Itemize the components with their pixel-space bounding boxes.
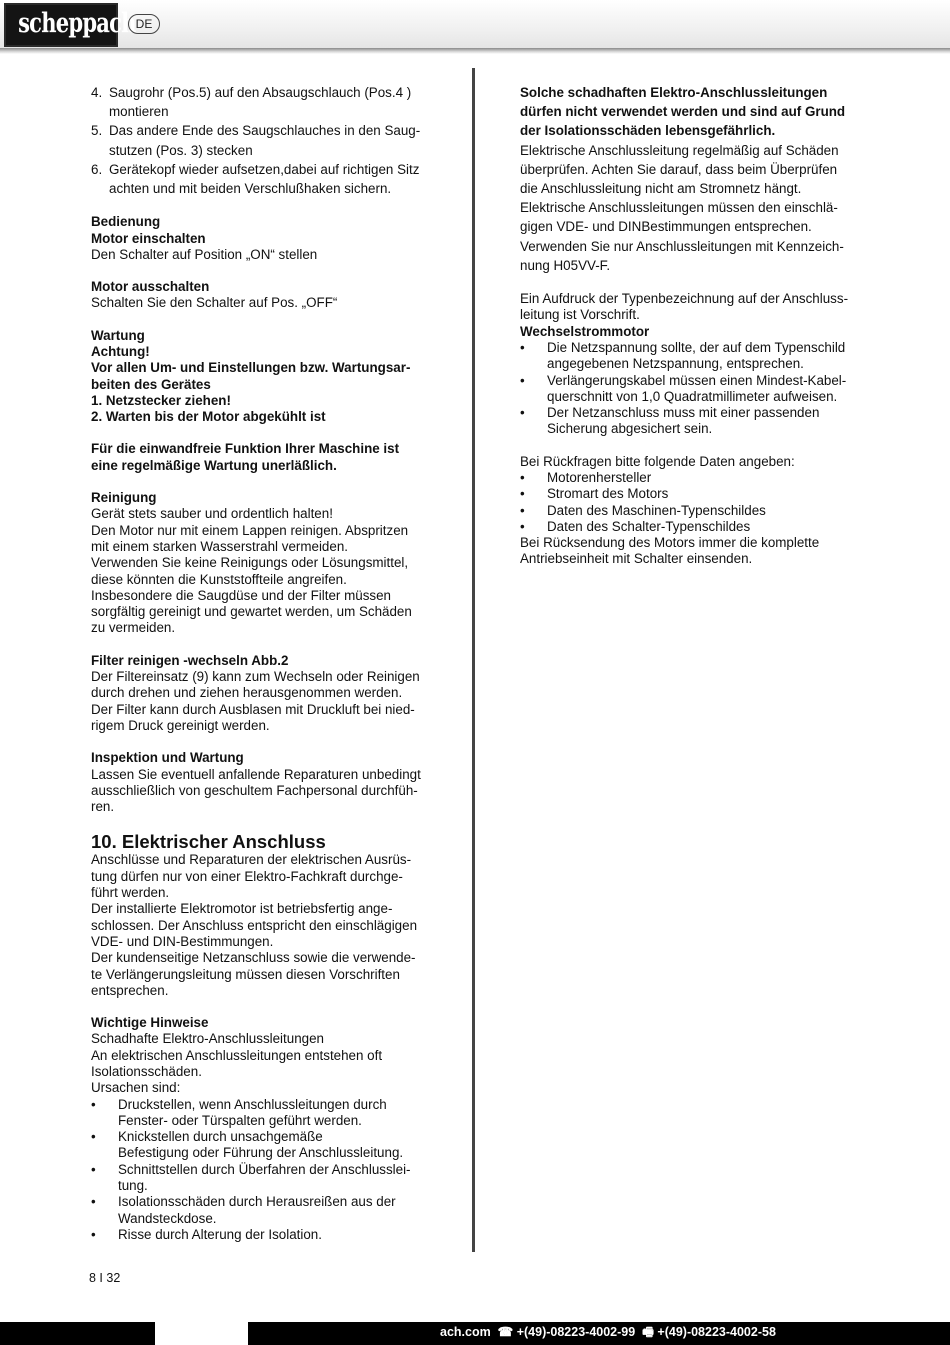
list-item: • Die Netzspannung sollte, der auf dem Typenschild angegebenen Netzspannung, entsprechen. xyxy=(520,339,846,372)
list-item: • Risse durch Alterung der Isolation. xyxy=(91,1226,322,1242)
list-item: • Schnittstellen durch Überfahren der Anschlusslei- tung. xyxy=(91,1161,411,1194)
list-item: • Verlängerungskabel müssen einen Mindest-Kabel- querschnitt von 1,0 Quadratmillimeter aufweisen. xyxy=(520,372,847,404)
danger-line: dürfen nicht verwendet werden und sind auf Grund xyxy=(520,104,846,120)
text-line: schlossen. Der Anschluss entspricht den einschlägigen xyxy=(91,917,418,933)
text-line: Gerät stets sauber und ordentlich halten! xyxy=(91,506,333,522)
text-line: Den Motor nur mit einem Lappen reinigen. Abspritzen xyxy=(91,522,409,538)
footer-white-block xyxy=(155,1322,248,1345)
danger-line: Solche schadhaften Elektro-Anschlussleitungen xyxy=(520,85,828,100)
text-line: Ein Aufdruck der Typenbezeichnung auf der Anschluss- xyxy=(520,291,849,307)
text-line: die Anschlussleitung nicht am Stromnetz hängt. xyxy=(520,181,802,197)
warning-line: 1. Netzstecker ziehen! xyxy=(91,392,231,408)
maintenance-note: Für die einwandfreie Funktion Ihrer Maschine ist xyxy=(91,441,400,457)
page-header xyxy=(0,0,950,50)
heading-wechselstrommotor: Wechselstrommotor xyxy=(520,323,650,339)
left-column xyxy=(91,83,441,1243)
text-line: Lassen Sie eventuell anfallende Reparaturen unbedingt xyxy=(91,766,421,782)
text-line: Verwenden Sie keine Reinigungs oder Lösungsmittel, xyxy=(91,555,409,571)
heading-hinweise: Wichtige Hinweise xyxy=(91,1015,209,1031)
section-heading: 10. Elektrischer Anschluss xyxy=(91,831,326,853)
text-line: Elektrische Anschlussleitung regelmäßig auf Schäden xyxy=(520,142,839,158)
heading-bedienung: Bedienung xyxy=(91,214,161,230)
text-line: überprüfen. Achten Sie darauf, dass beim Überprüfen xyxy=(520,161,838,177)
header-shadow xyxy=(0,48,950,54)
warning-line: Vor allen Um- und Einstellungen bzw. Wartungsar- xyxy=(91,360,411,376)
right-column xyxy=(520,83,872,568)
motor-requirements-list xyxy=(520,340,872,438)
heading-wartung: Wartung xyxy=(91,327,145,343)
text-line: ren. xyxy=(91,799,115,815)
text-line: Ursachen sind: xyxy=(91,1080,181,1096)
text-line: Der Filtereinsatz (9) kann zum Wechseln oder Reinigen xyxy=(91,669,420,685)
scheppach-logo xyxy=(4,3,136,47)
text-motor-ein: Den Schalter auf Position „ON“ stellen xyxy=(91,246,318,262)
text-line: Insbesondere die Saugdüse und der Filter müssen xyxy=(91,587,391,603)
text-line: te Verlängerungsleitung müssen diesen Vorschriften xyxy=(91,966,400,982)
text-line: Der Filter kann durch Ausblasen mit Druckluft bei nied- xyxy=(91,701,415,717)
text-motor-aus: Schalten Sie den Schalter auf Pos. „OFF“ xyxy=(91,295,338,311)
text-line: leitung ist Vorschrift. xyxy=(520,307,640,323)
warning-line: 2. Warten bis der Motor abgekühlt ist xyxy=(91,409,326,425)
maintenance-note: eine regelmäßige Wartung unerläßlich. xyxy=(91,457,337,473)
text-line: führt werden. xyxy=(91,885,170,901)
text-line: Schadhafte Elektro-Anschlussleitungen xyxy=(91,1031,324,1047)
heading-inspektion: Inspektion und Wartung xyxy=(91,750,244,766)
causes-list xyxy=(91,1097,441,1244)
list-item: • Druckstellen, wenn Anschlussleitungen durch Fenster- oder Türspalten geführt werden. xyxy=(91,1096,387,1128)
page-number: 8 I 32 xyxy=(89,1271,121,1285)
list-item: • Knickstellen durch unsachgemäße Befestigung oder Führung der Anschlussleitung. xyxy=(91,1129,404,1161)
text-line: Der installierte Elektromotor ist betriebsfertig ange- xyxy=(91,901,393,917)
page-footer xyxy=(0,1322,950,1345)
assembly-steps xyxy=(91,83,441,198)
heading-motor-ein: Motor einschalten xyxy=(91,230,206,246)
list-item: • Daten des Maschinen-Typenschildes xyxy=(520,502,766,518)
text-line: ausschließlich von geschultem Fachpersonal durchfüh- xyxy=(91,782,418,798)
logo-text: scheppach xyxy=(18,8,136,39)
text-line: An elektrischen Anschlussleitungen entstehen oft xyxy=(91,1047,383,1063)
heading-motor-aus: Motor ausschalten xyxy=(91,279,210,295)
list-item: • Daten des Schalter-Typenschildes xyxy=(520,518,751,534)
list-item: • Stromart des Motors xyxy=(520,486,669,502)
language-badge: DE xyxy=(128,14,160,34)
list-item: 5. Das andere Ende des Saugschlauches in den Saug- stutzen (Pos. 3) stecken xyxy=(91,123,421,158)
text-line: mit einem starken Wasserstrahl vermeiden. xyxy=(91,538,348,554)
text-line: nung H05VV-F. xyxy=(520,257,611,273)
text-line: gigen VDE- und DINBestimmungen entsprechen. xyxy=(520,219,812,235)
text-line: Verwenden Sie nur Anschlussleitungen mit Kennzeich- xyxy=(520,238,844,254)
list-item: • Der Netzanschluss muss mit einer passenden Sicherung abgesichert sein. xyxy=(520,405,820,437)
text-line: Antriebseinheit mit Schalter einsenden. xyxy=(520,551,753,567)
text-line: diese könnten die Kunststoffteile angreifen. xyxy=(91,571,347,587)
text-line: entsprechen. xyxy=(91,982,169,998)
warning-achtung: Achtung! xyxy=(91,344,150,359)
text-line: zu vermeiden. xyxy=(91,620,176,636)
danger-line: der Isolationsschäden lebensgefährlich. xyxy=(520,123,776,139)
text-line: Bei Rückfragen bitte folgende Daten angeben: xyxy=(520,453,795,469)
heading-filter: Filter reinigen -wechseln Abb.2 xyxy=(91,652,289,668)
inquiry-data-list xyxy=(520,470,872,535)
text-line: Isolationsschäden. xyxy=(91,1063,202,1079)
text-line: sorgfältig gereinigt und gewartet werden, um Schäden xyxy=(91,604,412,620)
text-line: VDE- und DIN-Bestimmungen. xyxy=(91,933,274,949)
text-line: Anschlüsse und Reparaturen der elektrischen Ausrüs- xyxy=(91,852,412,868)
list-item: • Motorenhersteller xyxy=(520,470,652,485)
text-line: rigem Druck gereinigt werden. xyxy=(91,717,270,733)
text-line: Bei Rücksendung des Motors immer die komplette xyxy=(520,535,820,551)
list-item: • Isolationsschäden durch Herausreißen aus der Wandsteckdose. xyxy=(91,1194,396,1226)
text-line: Der kundenseitige Netzanschluss sowie die verwende- xyxy=(91,950,416,966)
text-line: durch drehen und ziehen herausgenommen werden. xyxy=(91,685,403,701)
warning-line: beiten des Gerätes xyxy=(91,376,211,392)
footer-contact: ach.com ☎ +(49)-08223-4002-99 🖷 +(49)-08223-4002-58 xyxy=(440,1325,776,1339)
column-divider xyxy=(472,68,475,1252)
list-item: 6. Gerätekopf wieder aufsetzen,dabei auf richtigen Sitz achten und mit beiden Verschlußhaken sichern. xyxy=(91,161,420,197)
text-line: Elektrische Anschlussleitungen müssen den einschlä- xyxy=(520,200,838,216)
heading-reinigung: Reinigung xyxy=(91,490,157,506)
list-item: 4. Saugrohr (Pos.5) auf den Absaugschlauch (Pos.4 ) montieren xyxy=(91,85,412,120)
text-line: tung dürfen nur von einer Elektro-Fachkraft durchge- xyxy=(91,868,403,884)
